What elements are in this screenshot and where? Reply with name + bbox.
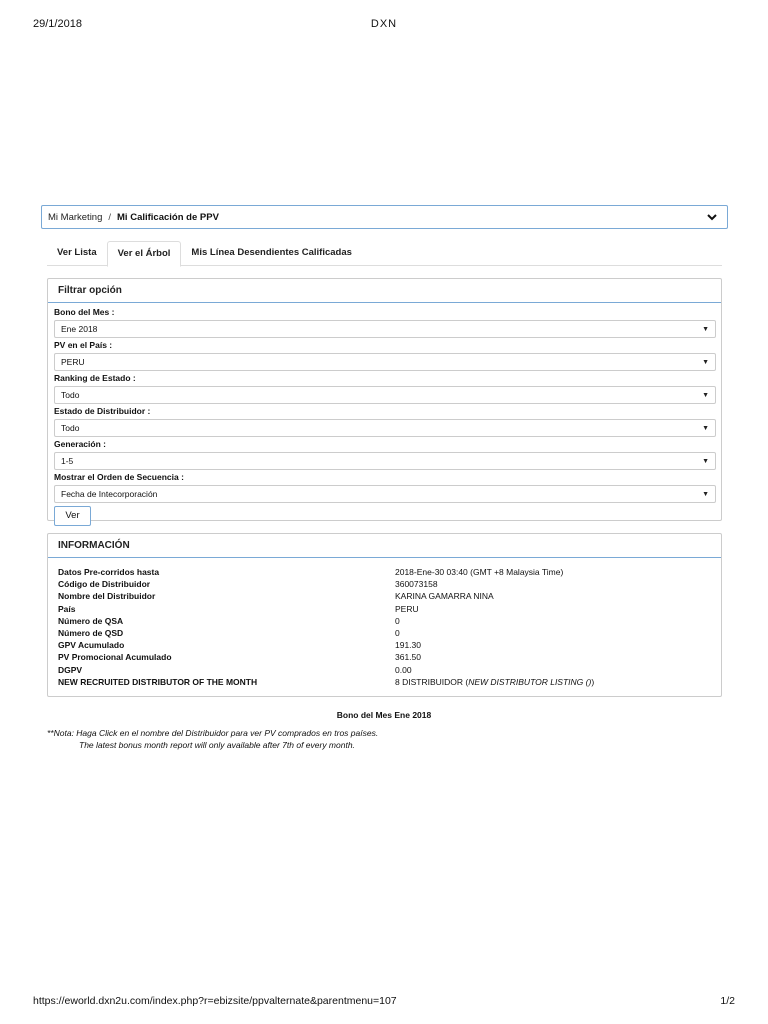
ver-button[interactable]: Ver bbox=[54, 506, 91, 526]
filter-panel-heading: Filtrar opción bbox=[48, 279, 721, 303]
new-distributor-close: ) bbox=[591, 676, 595, 687]
info-panel-heading: INFORMACIÓN bbox=[48, 534, 721, 558]
orden-secuencia-value: Fecha de Intecorporación bbox=[61, 489, 158, 499]
bonus-month-caption: Bono del Mes Ene 2018 bbox=[336, 710, 432, 720]
chevron-down-icon[interactable] bbox=[705, 210, 719, 224]
info-key: Número de QSA bbox=[58, 615, 124, 626]
info-row bbox=[58, 578, 711, 590]
ranking-estado-select[interactable] bbox=[54, 386, 716, 404]
info-row bbox=[58, 566, 711, 578]
info-row bbox=[58, 590, 711, 602]
print-title: DXN bbox=[370, 18, 398, 30]
tab-ver-arbol[interactable]: Ver el Árbol bbox=[107, 241, 182, 267]
info-key: DGPV bbox=[58, 664, 83, 675]
new-distributor-count: 8 DISTRIBUIDOR ( bbox=[395, 676, 469, 687]
info-key: Datos Pre-corridos hasta bbox=[58, 567, 160, 577]
caret-down-icon: ▼ bbox=[702, 490, 709, 498]
generacion-label: Generación : bbox=[54, 439, 106, 449]
pv-pais-select[interactable] bbox=[54, 353, 716, 371]
generacion-value: 1-5 bbox=[61, 456, 74, 466]
print-page-number: 1/2 bbox=[720, 995, 735, 1007]
breadcrumb-current: Mi Calificación de PPV bbox=[117, 211, 219, 223]
note-line-1: **Nota: Haga Click en el nombre del Distribuidor para ver PV comprados en tros países. bbox=[47, 728, 379, 738]
print-url: https://eworld.dxn2u.com/index.php?r=ebizsite/ppvalternate&parentmenu=107 bbox=[33, 995, 397, 1007]
info-row bbox=[58, 603, 711, 615]
info-key: Código de Distribuidor bbox=[58, 579, 151, 590]
ranking-estado-value: Todo bbox=[61, 390, 80, 400]
info-row bbox=[58, 651, 711, 663]
info-key: PV Promocional Acumulado bbox=[58, 652, 172, 663]
info-panel bbox=[47, 533, 722, 697]
note-line-2: The latest bonus month report will only available after 7th of every month. bbox=[79, 740, 355, 750]
info-value: 0 bbox=[395, 615, 400, 626]
ranking-estado-label: Ranking de Estado : bbox=[54, 373, 136, 383]
tab-bar bbox=[47, 241, 722, 266]
generacion-select[interactable] bbox=[54, 452, 716, 470]
orden-secuencia-label: Mostrar el Orden de Secuencia : bbox=[54, 472, 184, 482]
info-value: PERU bbox=[395, 603, 419, 614]
bono-mes-select[interactable] bbox=[54, 320, 716, 338]
caret-down-icon: ▼ bbox=[702, 424, 709, 432]
caret-down-icon: ▼ bbox=[702, 457, 709, 465]
bono-mes-value: Ene 2018 bbox=[61, 324, 98, 334]
info-row bbox=[58, 639, 711, 651]
new-distributor-listing-link[interactable]: NEW DISTRIBUTOR LISTING () bbox=[468, 676, 592, 687]
info-key: NEW RECRUITED DISTRIBUTOR OF THE MONTH bbox=[58, 676, 258, 687]
info-value: KARINA GAMARRA NINA bbox=[395, 591, 494, 602]
info-key: Nombre del Distribuidor bbox=[58, 591, 156, 602]
info-key: Número de QSD bbox=[58, 627, 124, 638]
estado-distribuidor-select[interactable] bbox=[54, 419, 716, 437]
info-row bbox=[58, 627, 711, 639]
info-value: 191.30 bbox=[395, 640, 421, 651]
bono-mes-label: Bono del Mes : bbox=[54, 307, 115, 317]
breadcrumb-separator: / bbox=[108, 211, 112, 223]
pv-pais-value: PERU bbox=[61, 357, 85, 367]
note bbox=[47, 727, 378, 751]
tab-ver-lista[interactable]: Ver Lista bbox=[57, 247, 97, 258]
filter-panel bbox=[47, 278, 722, 521]
breadcrumb-parent[interactable]: Mi Marketing bbox=[48, 211, 103, 223]
info-value bbox=[395, 676, 594, 688]
info-row bbox=[58, 664, 711, 676]
pv-pais-label: PV en el País : bbox=[54, 340, 113, 350]
info-key: GPV Acumulado bbox=[58, 640, 125, 651]
info-value: 361.50 bbox=[395, 652, 421, 663]
info-value: 0.00 bbox=[395, 664, 412, 675]
breadcrumb[interactable] bbox=[41, 205, 728, 229]
caret-down-icon: ▼ bbox=[702, 358, 709, 366]
estado-distribuidor-label: Estado de Distribuidor : bbox=[54, 406, 151, 416]
tab-lineas-calificadas[interactable]: Mis Línea Desendientes Calificadas bbox=[191, 247, 352, 258]
info-row bbox=[58, 615, 711, 627]
print-date: 29/1/2018 bbox=[33, 18, 82, 30]
caret-down-icon: ▼ bbox=[702, 391, 709, 399]
info-key: País bbox=[58, 603, 76, 614]
caret-down-icon: ▼ bbox=[702, 325, 709, 333]
orden-secuencia-select[interactable] bbox=[54, 485, 716, 503]
info-value: 360073158 bbox=[395, 579, 438, 590]
info-row bbox=[58, 676, 711, 688]
info-value: 0 bbox=[395, 627, 400, 638]
info-value: 2018-Ene-30 03:40 (GMT +8 Malaysia Time) bbox=[395, 567, 564, 577]
estado-distribuidor-value: Todo bbox=[61, 423, 80, 433]
